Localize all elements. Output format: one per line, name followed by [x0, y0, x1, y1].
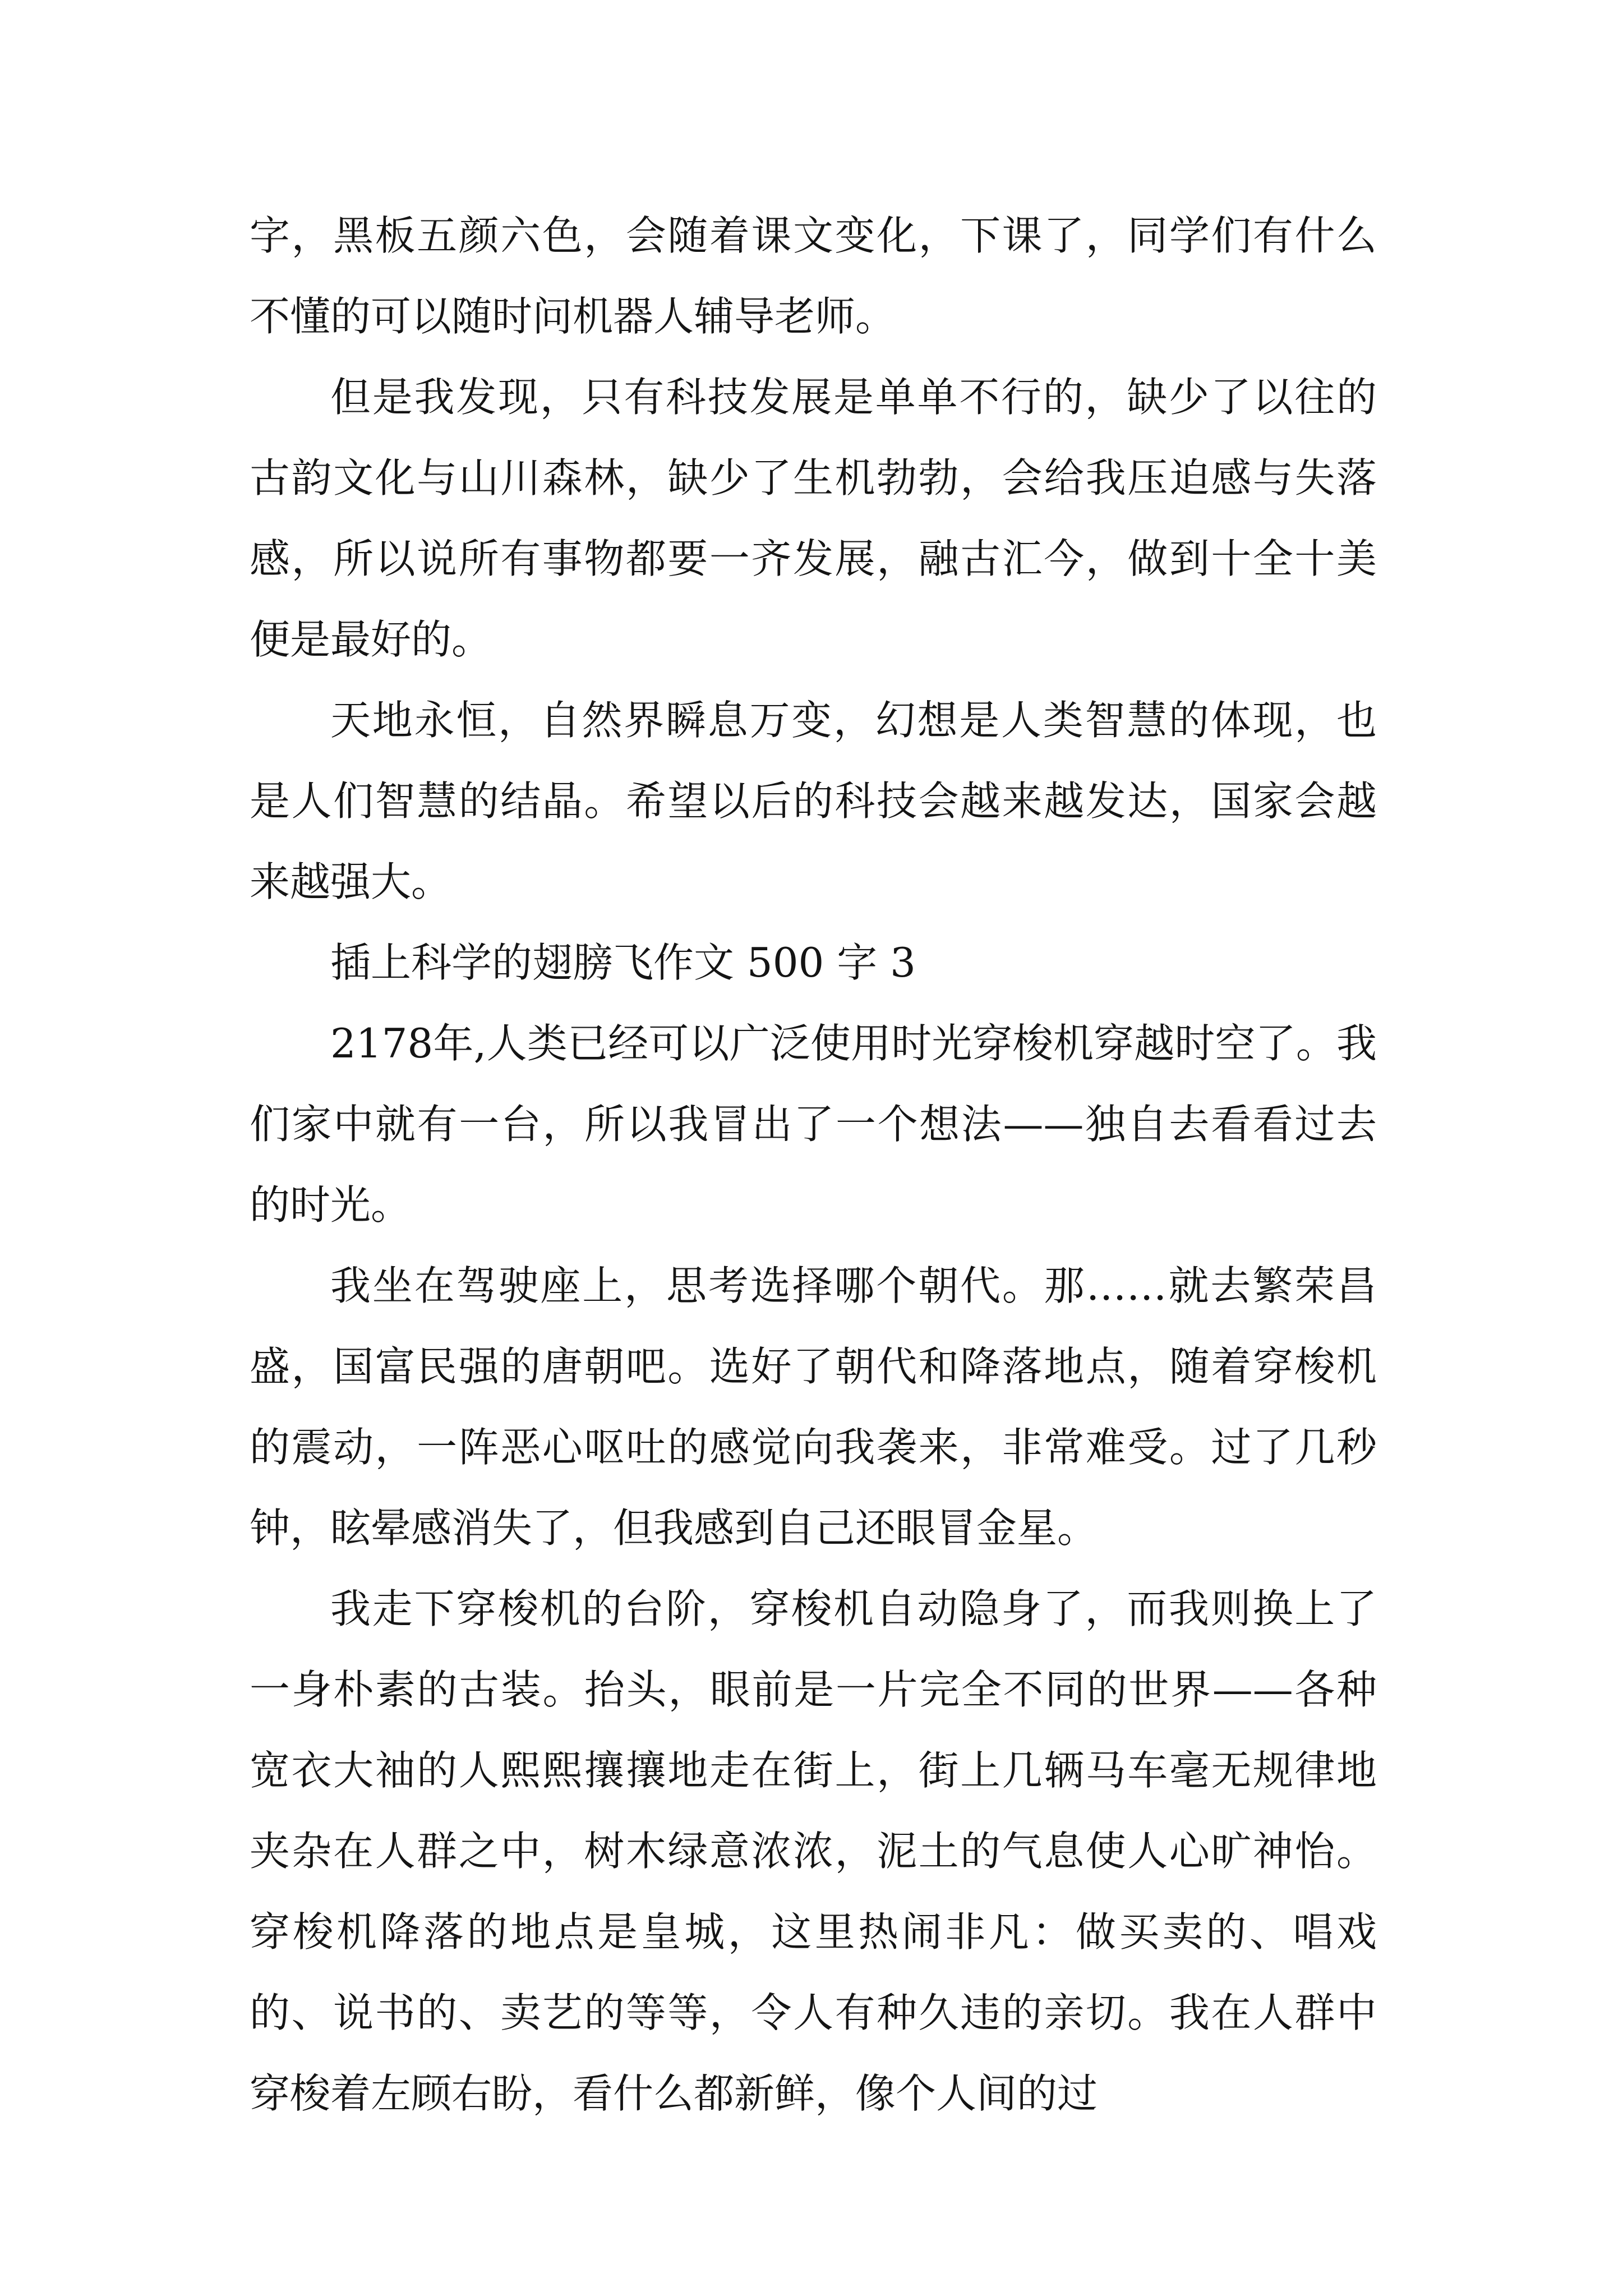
- document-body: [250, 195, 1377, 2134]
- paragraph: 但是我发现，只有科技发展是单单不行的，缺少了以往的古韵文化与山川森林，缺少了生机勃勃，会给我压迫感与失落感，所以说所有事物都要一齐发展，融古汇今，做到十全十美便是最好的。: [250, 374, 1377, 663]
- section-heading: 插上科学的翅膀飞作文 500 字 3: [330, 939, 916, 986]
- paragraph: 我走下穿梭机的台阶，穿梭机自动隐身了，而我则换上了一身朴素的古装。抬头，眼前是一片完全不同的世界——各种宽衣大袖的人熙熙攘攘地走在街上，街上几辆马车毫无规律地夹杂在人群之中，树木绿意浓浓，泥土的气息使人心旷神怡。穿梭机降落的地点是皇城，这里热闹非凡：做买卖的、唱戏的、说书的、卖艺的等等，令人有种久违的亲切。我在人群中穿梭着左顾右盼，看什么都新鲜，像个人间的过: [250, 1585, 1377, 2117]
- paragraph: 2178年,人类已经可以广泛使用时光穿梭机穿越时空了。我们家中就有一台，所以我冒出了一个想法——独自去看看过去的时光。: [250, 1020, 1377, 1228]
- paragraph-continuation: 字，黑板五颜六色，会随着课文变化，下课了，同学们有什么不懂的可以随时问机器人辅导老师。: [250, 212, 1377, 340]
- paragraph: 我坐在驾驶座上，思考选择哪个朝代。那……就去繁荣昌盛，国富民强的唐朝吧。选好了朝代和降落地点，随着穿梭机的震动，一阵恶心呕吐的感觉向我袭来，非常难受。过了几秒钟，眩晕感消失了，但我感到自己还眼冒金星。: [250, 1262, 1377, 1552]
- paragraph: 天地永恒，自然界瞬息万变，幻想是人类智慧的体现，也是人们智慧的结晶。希望以后的科技会越来越发达，国家会越来越强大。: [250, 697, 1377, 905]
